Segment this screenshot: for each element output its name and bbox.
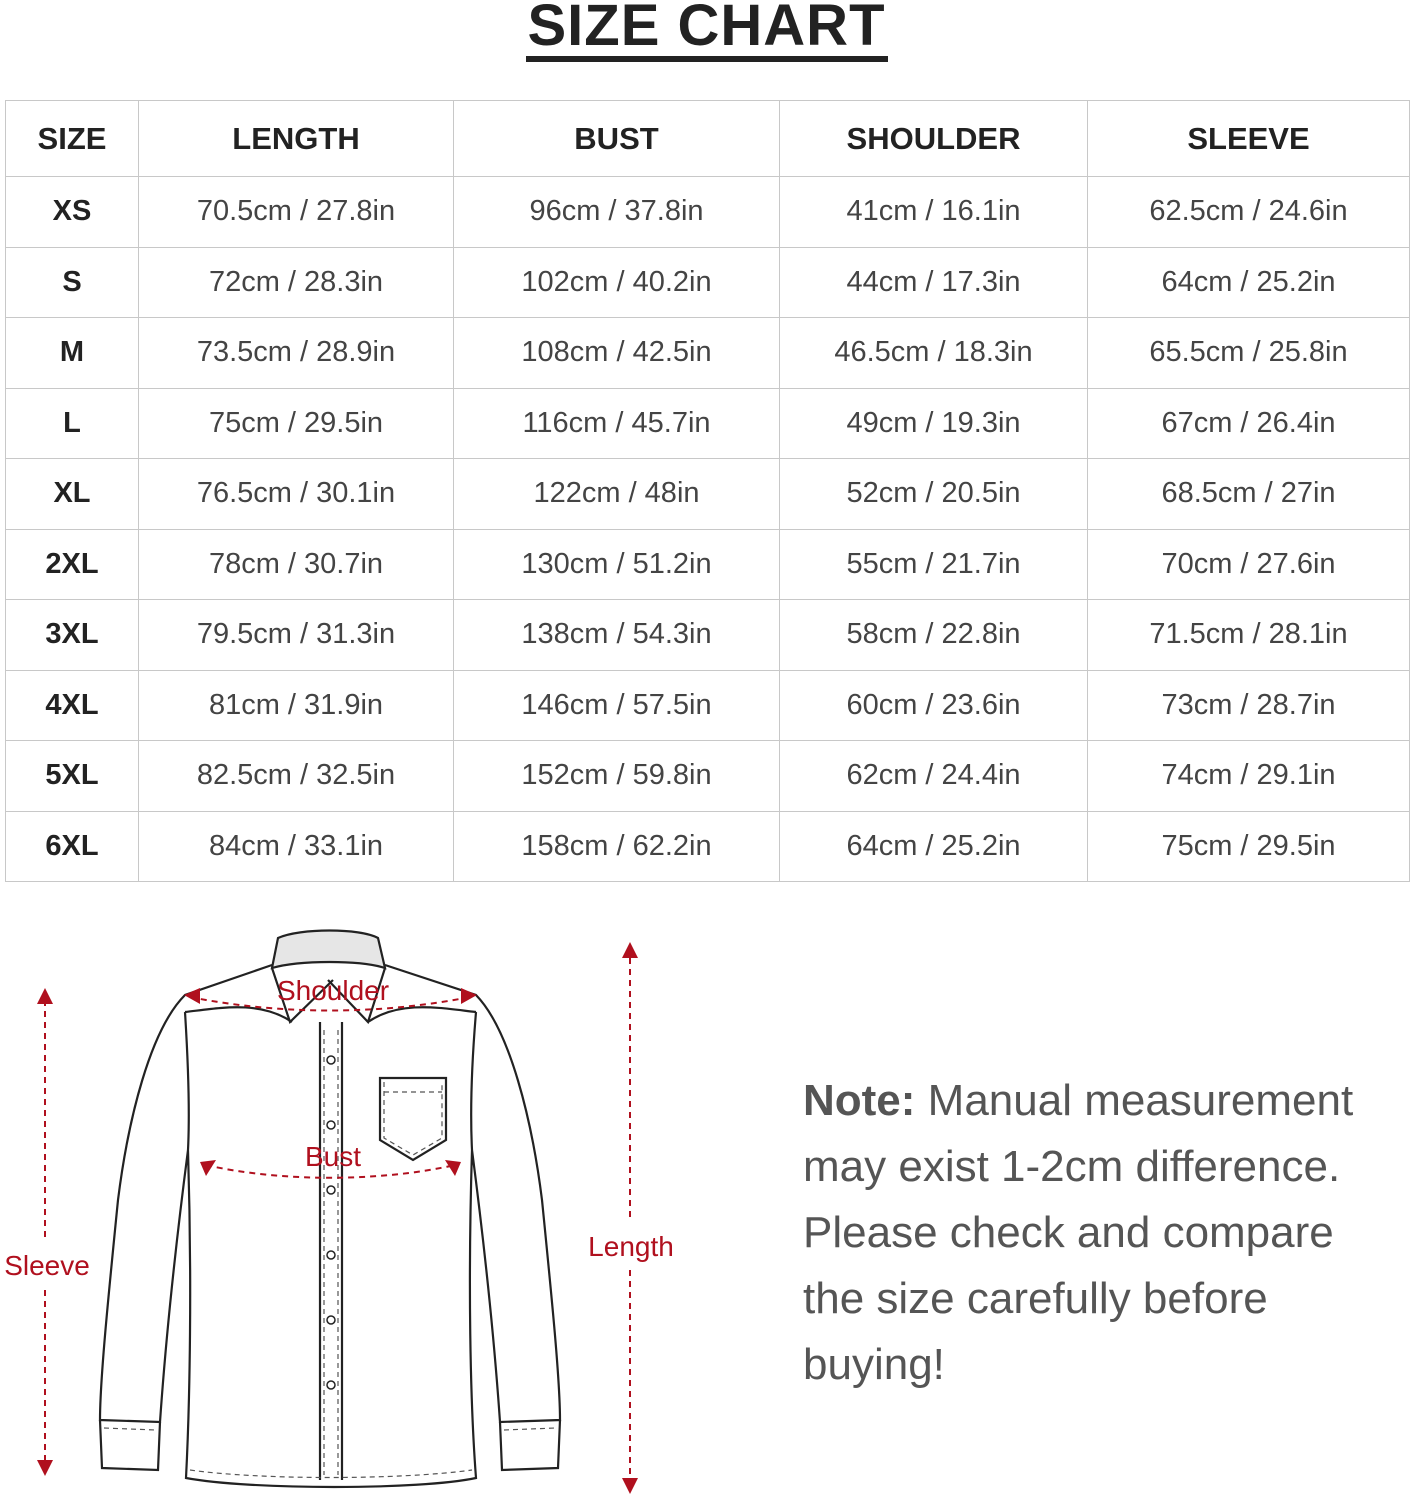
cell-bust: 130cm / 51.2in — [454, 529, 780, 600]
arrow-icon — [184, 988, 200, 1004]
bust-label: Bust — [304, 1141, 362, 1172]
table-header-row — [6, 101, 1410, 177]
header-shoulder: SHOULDER — [780, 101, 1088, 177]
cell-size: S — [6, 247, 139, 318]
cell-sleeve: 71.5cm / 28.1in — [1088, 600, 1410, 671]
cell-shoulder: 55cm / 21.7in — [780, 529, 1088, 600]
cell-size: XL — [6, 459, 139, 530]
cell-sleeve: 68.5cm / 27in — [1088, 459, 1410, 530]
buttons — [327, 1056, 335, 1389]
header-bust: BUST — [454, 101, 780, 177]
cell-bust: 116cm / 45.7in — [454, 388, 780, 459]
cell-shoulder: 44cm / 17.3in — [780, 247, 1088, 318]
cell-size: 2XL — [6, 529, 139, 600]
cell-size: 4XL — [6, 670, 139, 741]
cell-shoulder: 49cm / 19.3in — [780, 388, 1088, 459]
measure-labels — [4, 975, 674, 1281]
cell-size: 3XL — [6, 600, 139, 671]
cell-shoulder: 60cm / 23.6in — [780, 670, 1088, 741]
cell-sleeve: 65.5cm / 25.8in — [1088, 318, 1410, 389]
cell-sleeve: 62.5cm / 24.6in — [1088, 177, 1410, 248]
cell-sleeve: 73cm / 28.7in — [1088, 670, 1410, 741]
cell-length: 81cm / 31.9in — [139, 670, 454, 741]
arrow-down-icon — [622, 1478, 638, 1494]
table-row — [6, 388, 1410, 459]
cell-length: 78cm / 30.7in — [139, 529, 454, 600]
cell-bust: 146cm / 57.5in — [454, 670, 780, 741]
cell-shoulder: 58cm / 22.8in — [780, 600, 1088, 671]
cell-length: 75cm / 29.5in — [139, 388, 454, 459]
arrow-up-icon — [622, 942, 638, 958]
shirt-diagram — [0, 900, 700, 1500]
cell-length: 79.5cm / 31.3in — [139, 600, 454, 671]
table-row — [6, 459, 1410, 530]
cell-length: 70.5cm / 27.8in — [139, 177, 454, 248]
sleeve-label: Sleeve — [4, 1250, 90, 1281]
table-body — [6, 177, 1410, 882]
table-row — [6, 670, 1410, 741]
table-row — [6, 529, 1410, 600]
arrow-icon — [461, 988, 477, 1004]
cell-size: 5XL — [6, 741, 139, 812]
cell-sleeve: 75cm / 29.5in — [1088, 811, 1410, 882]
cell-shoulder: 46.5cm / 18.3in — [780, 318, 1088, 389]
cell-length: 84cm / 33.1in — [139, 811, 454, 882]
size-table — [5, 100, 1410, 882]
cell-size: XS — [6, 177, 139, 248]
table-row — [6, 247, 1410, 318]
header-sleeve: SLEEVE — [1088, 101, 1410, 177]
cell-bust: 96cm / 37.8in — [454, 177, 780, 248]
cell-size: L — [6, 388, 139, 459]
table-row — [6, 318, 1410, 389]
cell-bust: 138cm / 54.3in — [454, 600, 780, 671]
table-row — [6, 600, 1410, 671]
cell-sleeve: 74cm / 29.1in — [1088, 741, 1410, 812]
cell-length: 72cm / 28.3in — [139, 247, 454, 318]
cell-shoulder: 62cm / 24.4in — [780, 741, 1088, 812]
chart-title-wrap — [0, 0, 1413, 62]
cell-sleeve: 64cm / 25.2in — [1088, 247, 1410, 318]
cell-length: 73.5cm / 28.9in — [139, 318, 454, 389]
arrow-up-icon — [37, 988, 53, 1004]
cell-sleeve: 70cm / 27.6in — [1088, 529, 1410, 600]
arrow-down-icon — [37, 1460, 53, 1476]
cell-bust: 102cm / 40.2in — [454, 247, 780, 318]
cell-bust: 152cm / 59.8in — [454, 741, 780, 812]
note-text: Manual measurement may exist 1-2cm difference. Please check and compare the size carefully before buying! — [803, 1076, 1354, 1389]
note-block — [803, 1068, 1403, 1398]
table-row — [6, 741, 1410, 812]
note-lead: Note: — [803, 1076, 916, 1125]
cell-shoulder: 64cm / 25.2in — [780, 811, 1088, 882]
table-row — [6, 811, 1410, 882]
chart-title: SIZE CHART — [526, 0, 888, 62]
table-row — [6, 177, 1410, 248]
header-size: SIZE — [6, 101, 139, 177]
cell-shoulder: 41cm / 16.1in — [780, 177, 1088, 248]
cell-sleeve: 67cm / 26.4in — [1088, 388, 1410, 459]
arrow-icon — [445, 1160, 461, 1176]
cell-size: 6XL — [6, 811, 139, 882]
arrow-icon — [200, 1160, 216, 1176]
cell-length: 82.5cm / 32.5in — [139, 741, 454, 812]
cell-bust: 108cm / 42.5in — [454, 318, 780, 389]
cell-length: 76.5cm / 30.1in — [139, 459, 454, 530]
cell-bust: 158cm / 62.2in — [454, 811, 780, 882]
shoulder-label: Shoulder — [276, 975, 390, 1006]
cell-bust: 122cm / 48in — [454, 459, 780, 530]
header-length: LENGTH — [139, 101, 454, 177]
cell-size: M — [6, 318, 139, 389]
cell-shoulder: 52cm / 20.5in — [780, 459, 1088, 530]
length-label: Length — [588, 1231, 674, 1262]
shirt-outline — [100, 931, 560, 1488]
